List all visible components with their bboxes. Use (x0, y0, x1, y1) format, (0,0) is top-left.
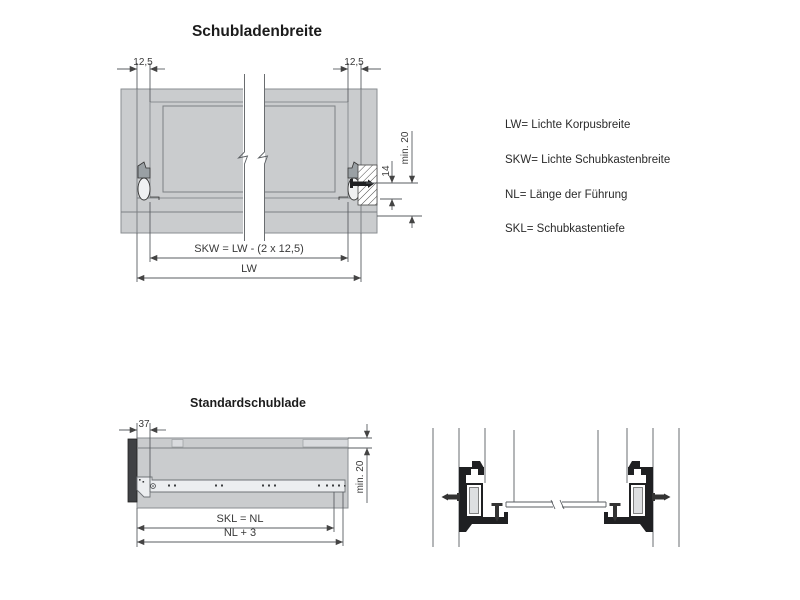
dimension-label: min. 20 (355, 460, 366, 494)
runner-slot (471, 469, 478, 475)
dimension-min20-top (377, 131, 422, 228)
horizontal-screw-icon (442, 493, 461, 501)
dimension-label: 12,5 (344, 57, 364, 68)
dimension-min20-bottom (348, 424, 372, 503)
runner-slot (634, 469, 641, 475)
dimension-label: 37 (138, 419, 150, 430)
runner-top-nub (628, 461, 640, 468)
dimension-label: SKW = LW - (2 x 12,5) (194, 243, 304, 255)
dimension-label: 12,5 (133, 57, 153, 68)
dimension-label: NL + 3 (223, 527, 257, 539)
runner-profile-left (442, 461, 509, 532)
horizontal-screw-icon (652, 493, 671, 501)
bottom-diagram-title: Standardschublade (190, 396, 306, 410)
dimension-label: min. 20 (400, 131, 411, 165)
runner-foot (640, 524, 653, 532)
dimension-label: SKL = NL (216, 513, 264, 525)
dimension-label: 14 (381, 165, 392, 177)
drawer-front-panel (128, 439, 137, 502)
break-tick (560, 500, 564, 509)
legend (505, 119, 670, 235)
rail-hole-mark (152, 485, 154, 487)
runner-profile-right (604, 461, 671, 532)
top-diagram-title: Schubladenbreite (191, 23, 323, 40)
drawer-bottom-lines (506, 502, 606, 507)
runner-roller (138, 178, 150, 200)
top-notch (172, 440, 183, 448)
legend-item-lw: LW= Lichte Korpusbreite (505, 119, 631, 131)
runner-foot (459, 524, 472, 532)
runner-roller (470, 488, 479, 514)
legend-item-skw: SKW= Lichte Schubkastenbreite (505, 154, 671, 166)
runner-top-nub (472, 461, 484, 468)
break-tick (551, 500, 555, 509)
runner-roller (634, 488, 643, 514)
legend-item-nl: NL= Länge der Führung (505, 189, 628, 201)
dimension-label: LW (241, 263, 257, 275)
standard-drawer-side-view (119, 396, 372, 547)
drawer-bottom-panel (506, 500, 606, 509)
top-notch (303, 440, 348, 448)
drawer-width-diagram (117, 23, 422, 282)
legend-item-skl: SKL= Schubkastentiefe (505, 223, 625, 235)
runner-cross-section-view (433, 428, 679, 547)
